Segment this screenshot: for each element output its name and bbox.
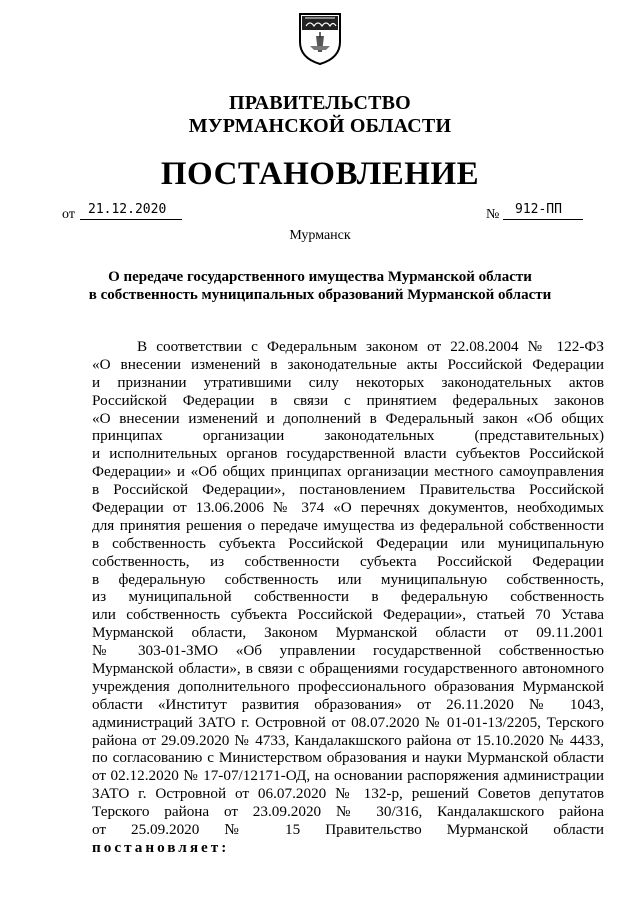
body-line: от 02.12.2020 № 17-07/12171-ОД, на основании распоряжения администрации — [92, 767, 604, 785]
body-line: или собственность субъекта Российской Федерации», статьей 70 Устава — [92, 606, 604, 624]
body-line: Мурманской области, Законом Мурманской области от 09.11.2001 — [92, 624, 604, 642]
resolution-body — [92, 338, 604, 857]
body-line: Мурманской области», в связи с обращениями государственного автономного — [92, 660, 604, 678]
body-line: Терского района от 23.09.2020 № 30/316, Кандалакшского района — [92, 803, 604, 821]
government-name-line1: ПРАВИТЕЛЬСТВО — [229, 92, 411, 114]
number-underline — [503, 219, 583, 220]
body-line: в Российской Федерации», постановлением Правительства Российской — [92, 481, 604, 499]
document-type-heading: ПОСТАНОВЛЕНИЕ — [160, 156, 480, 192]
body-line: собственность, из собственности субъекта Российской Федерации — [92, 552, 604, 570]
resolution-title-line2: в собственность муниципальных образований Мурманской области — [88, 287, 552, 303]
body-line: ЗАТО г. Островной от 06.07.2020 № 132-р, решений Советов депутатов — [92, 785, 604, 803]
body-line: № 303-01-ЗМО «Об управлении государственной собственностью — [92, 642, 604, 660]
body-line: для принятия решения о передаче имущества из федеральной собственности — [92, 516, 604, 534]
body-line: района от 29.09.2020 № 4733, Кандалакшского района от 15.10.2020 № 4433, — [92, 731, 604, 749]
body-line: «О внесении изменений и дополнений в Федеральный закон «Об общих — [92, 409, 604, 427]
resolution-title-line1: О передаче государственного имущества Мурманской области — [108, 269, 532, 285]
city-name: Мурманск — [289, 228, 351, 243]
body-line: администраций ЗАТО г. Островной от 08.07.2020 № 01-01-13/2205, Терского — [92, 713, 604, 731]
body-line: принципах организации законодательных (представительных) — [92, 427, 604, 445]
body-line: «О внесении изменений в законодательные акты Российской Федерации — [92, 355, 604, 373]
coat-of-arms-emblem — [296, 6, 344, 66]
government-name-line2: МУРМАНСКОЙ ОБЛАСТИ — [188, 115, 452, 137]
body-line: Федерации от 13.06.2006 № 374 «О перечнях документов, необходимых — [92, 499, 604, 517]
operative-word: постановляет: — [92, 838, 230, 856]
date-value: 21.12.2020 — [88, 202, 167, 217]
date-underline — [80, 219, 182, 220]
body-line: в федеральную собственность или муниципальную собственность, — [92, 570, 604, 588]
body-line: Российской Федерации в связи с принятием федеральных законов — [92, 391, 604, 409]
number-label: № — [486, 207, 500, 222]
body-line: и признании утратившими силу некоторых законодательных актов — [92, 373, 604, 391]
body-line: из муниципальной собственности в федеральную собственность — [92, 588, 604, 606]
body-line: В соответствии с Федеральным законом от 22.08.2004 № 122-ФЗ — [137, 338, 604, 355]
body-line: учреждения дополнительного профессионального образования Мурманской — [92, 677, 604, 695]
body-line: области «Институт развития образования» от 26.11.2020 № 1043, — [92, 695, 604, 713]
body-line: и исполнительных органов государственной власти субъектов Российской — [92, 445, 604, 463]
date-label: от — [62, 207, 75, 222]
body-line: от 25.09.2020 № 15 Правительство Мурманской области — [92, 821, 604, 839]
body-line: Федерации» и «Об общих принципах организации местного самоуправления — [92, 463, 604, 481]
body-line: в собственность субъекта Российской Федерации или муниципальную — [92, 534, 604, 552]
body-line: по согласованию с Министерством образования и науки Мурманской области — [92, 749, 604, 767]
number-value: 912-ПП — [515, 202, 562, 217]
